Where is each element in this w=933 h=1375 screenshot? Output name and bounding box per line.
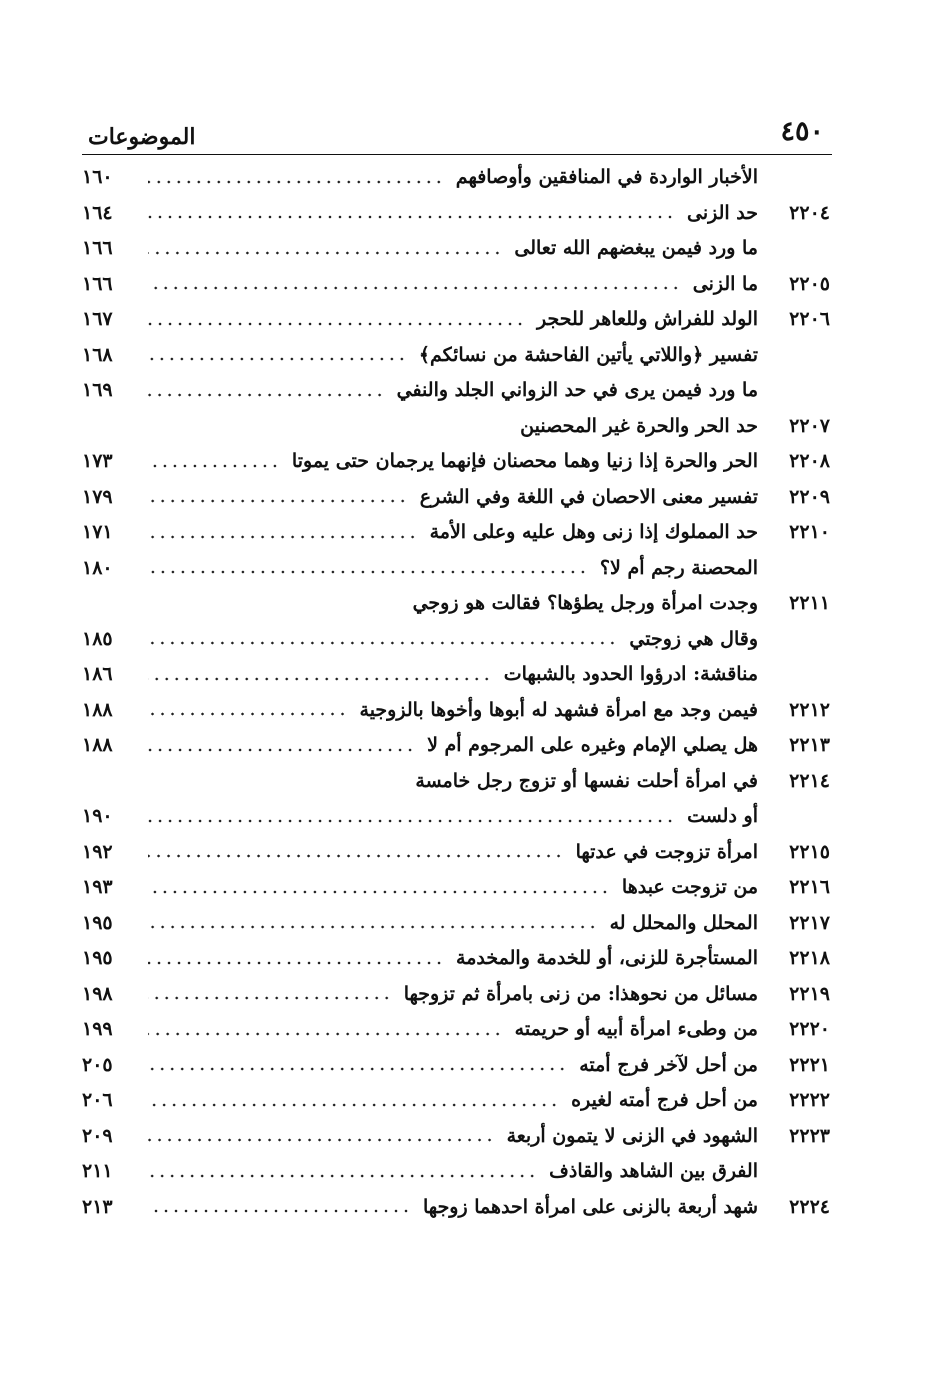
dot-leader — [148, 1138, 495, 1142]
entry-page-number: ٢٠٩ — [82, 1124, 113, 1147]
dot-leader — [148, 215, 675, 219]
entry-page-number: ١٨٥ — [82, 627, 113, 650]
entry-page-number: ١٨٨ — [82, 734, 113, 757]
dot-leader — [148, 996, 392, 1000]
entry-title: حد الحر والحرة غير المحصنين — [520, 414, 758, 437]
page-header — [82, 112, 832, 152]
toc-entry — [82, 941, 832, 977]
dot-leader — [148, 961, 444, 965]
entry-page-number: ١٨٠ — [82, 556, 113, 579]
dot-leader — [148, 890, 610, 894]
entry-page-number: ١٩٠ — [82, 805, 113, 828]
toc-entry — [82, 586, 832, 622]
entry-title: حد المملوك إذا زنى وهل عليه وعلى الأمة — [429, 521, 758, 544]
entry-page-number: ٢١١ — [82, 1160, 113, 1183]
dot-leader — [148, 1067, 567, 1071]
entry-page-number: ١٧١ — [82, 521, 113, 544]
entry-page-number: ٢٠٦ — [82, 1089, 113, 1112]
toc-entry — [82, 231, 832, 267]
entry-number: ٢٢١٣ — [789, 734, 830, 757]
entry-number: ٢٢١٤ — [789, 769, 830, 792]
entry-number: ٢٢٠٤ — [789, 201, 830, 224]
toc-entry — [82, 728, 832, 764]
entry-number: ٢٢٢٠ — [789, 1018, 830, 1041]
entry-number: ٢٢١٩ — [789, 982, 830, 1005]
dot-leader — [148, 286, 681, 290]
entry-title: مسائل من نحوهذا: من زنى بامرأة ثم تزوجها — [403, 982, 758, 1005]
toc-entry — [82, 906, 832, 942]
running-title: الموضوعات — [88, 124, 196, 150]
page-number: ٤٥٠ — [780, 116, 824, 147]
entry-page-number: ١٩٨ — [82, 982, 113, 1005]
dot-leader — [148, 1032, 503, 1036]
toc-entry — [82, 515, 832, 551]
entry-number: ٢٢٠٥ — [789, 272, 830, 295]
dot-leader — [148, 641, 617, 645]
entry-number: ٢٢٢٢ — [789, 1089, 830, 1112]
entry-title: امرأة تزوجت في عدتها — [575, 840, 758, 863]
table-of-contents — [82, 160, 832, 1225]
entry-page-number: ٢١٣ — [82, 1195, 113, 1218]
dot-leader — [148, 251, 502, 255]
entry-page-number: ١٩٥ — [82, 947, 113, 970]
entry-page-number: ١٩٥ — [82, 911, 113, 934]
dot-leader — [148, 1174, 537, 1178]
toc-entry — [82, 835, 832, 871]
toc-entry — [82, 622, 832, 658]
dot-leader — [148, 499, 408, 503]
toc-entry — [82, 338, 832, 374]
entry-number: ٢٢١٨ — [789, 947, 830, 970]
entry-number: ٢٢١٦ — [789, 876, 830, 899]
entry-number: ٢٢١٥ — [789, 840, 830, 863]
entry-page-number: ١٩٣ — [82, 876, 113, 899]
toc-entry — [82, 693, 832, 729]
entry-title: من تزوجت عبدها — [621, 876, 758, 899]
entry-number: ٢٢١٧ — [789, 911, 830, 934]
entry-title: المحصنة رجم أم لا؟ — [599, 556, 758, 579]
entry-number: ٢٢٠٩ — [789, 485, 830, 508]
dot-leader — [148, 819, 675, 823]
toc-entry — [82, 551, 832, 587]
toc-entry — [82, 1190, 832, 1226]
entry-title: وقال هي زوجتي — [629, 627, 758, 650]
entry-number: ٢٢٠٦ — [789, 308, 830, 331]
entry-page-number: ١٧٩ — [82, 485, 113, 508]
toc-entry — [82, 267, 832, 303]
entry-title: ما ورد فيمن يبغضهم الله تعالى — [514, 237, 758, 260]
entry-title: الحر والحرة إذا زنيا وهما محصنان فإنهما يرجمان حتى يموتا — [291, 450, 758, 473]
dot-leader — [148, 1103, 559, 1107]
dot-leader — [148, 854, 564, 858]
entry-title: ما ورد فيمن يرى في حد الزواني الجلد والنفي — [396, 379, 758, 402]
toc-entry — [82, 160, 832, 196]
entry-number: ٢٢١٢ — [789, 698, 830, 721]
entry-page-number: ١٦٦ — [82, 237, 113, 260]
dot-leader — [148, 535, 418, 539]
entry-number: ٢٢٠٨ — [789, 450, 830, 473]
dot-leader — [148, 925, 598, 929]
entry-title: تفسير معنى الاحصان في اللغة وفي الشرع — [419, 485, 758, 508]
toc-entry — [82, 444, 832, 480]
entry-title: مناقشة: ادرؤوا الحدود بالشبهات — [503, 663, 758, 686]
entry-page-number: ١٦٨ — [82, 343, 113, 366]
entry-title: الولد للفراش وللعاهر للحجر — [537, 308, 758, 331]
dot-leader — [148, 180, 444, 184]
dot-leader — [148, 712, 348, 716]
entry-number: ٢٢٠٧ — [789, 414, 830, 437]
entry-title: فيمن وجد مع امرأة فشهد له أبوها وأخوها بالزوجية — [359, 698, 758, 721]
entry-title: من وطىء امرأة أبيه أو حريمته — [514, 1018, 758, 1041]
dot-leader — [148, 322, 525, 326]
header-rule — [82, 154, 832, 155]
entry-title: من أحل لآخر فرج أمته — [579, 1053, 758, 1076]
entry-number: ٢٢٢٤ — [789, 1195, 830, 1218]
entry-number: ٢٢١٠ — [789, 521, 830, 544]
entry-number: ٢٢٢٣ — [789, 1124, 830, 1147]
toc-entry — [82, 1012, 832, 1048]
toc-entry — [82, 196, 832, 232]
entry-page-number: ١٧٣ — [82, 450, 113, 473]
entry-page-number: ١٨٨ — [82, 698, 113, 721]
toc-entry — [82, 870, 832, 906]
dot-leader — [148, 393, 385, 397]
entry-page-number: ١٦٤ — [82, 201, 113, 224]
dot-leader — [148, 357, 407, 361]
toc-entry — [82, 302, 832, 338]
entry-page-number: ١٦٧ — [82, 308, 113, 331]
toc-entry — [82, 799, 832, 835]
entry-number: ٢٢٢١ — [789, 1053, 830, 1076]
entry-title: أو دلست — [687, 805, 758, 828]
entry-title: هل يصلي الإمام وغيره على المرجوم أم لا — [427, 734, 758, 757]
entry-title: من أحل فرج أمته لغيره — [571, 1089, 758, 1112]
toc-entry — [82, 977, 832, 1013]
toc-entry — [82, 409, 832, 445]
dot-leader — [148, 1209, 411, 1213]
entry-page-number: ١٦٩ — [82, 379, 113, 402]
entry-title: حد الزنى — [686, 201, 758, 224]
toc-entry — [82, 1154, 832, 1190]
entry-number: ٢٢١١ — [789, 592, 830, 615]
entry-title: وجدت امرأة ورجل يطؤها؟ فقالت هو زوجي — [412, 592, 758, 615]
entry-page-number: ١٦٦ — [82, 272, 113, 295]
entry-title: المحلل والمحلل له — [609, 911, 758, 934]
entry-page-number: ١٩٢ — [82, 840, 113, 863]
entry-title: المستأجرة للزنى، أو للخدمة والمخدمة — [456, 947, 758, 970]
entry-page-number: ١٦٠ — [82, 166, 113, 189]
entry-title: الأخبار الواردة في المنافقين وأوصافهم — [455, 166, 758, 189]
dot-leader — [148, 677, 492, 681]
entry-title: الشهود في الزنى لا يتمون أربعة — [506, 1124, 758, 1147]
dot-leader — [148, 748, 415, 752]
toc-entry — [82, 764, 832, 800]
entry-title: شهد أربعة بالزنى على امرأة احدهما زوجها — [423, 1195, 758, 1218]
toc-entry — [82, 657, 832, 693]
entry-title: في امرأة أحلت نفسها أو تزوج رجل خامسة — [415, 769, 758, 792]
toc-entry — [82, 480, 832, 516]
entry-title: ما الزنى — [692, 272, 758, 295]
entry-page-number: ٢٠٥ — [82, 1053, 113, 1076]
entry-title: تفسير ﴿واللاتي يأتين الفاحشة من نسائكم﴾ — [418, 343, 758, 366]
entry-page-number: ١٩٩ — [82, 1018, 113, 1041]
toc-entry — [82, 1048, 832, 1084]
dot-leader — [148, 464, 280, 468]
dot-leader — [148, 570, 588, 574]
toc-entry — [82, 1083, 832, 1119]
entry-page-number: ١٨٦ — [82, 663, 113, 686]
entry-title: الفرق بين الشاهد والقاذف — [549, 1160, 758, 1183]
toc-entry — [82, 373, 832, 409]
toc-entry — [82, 1119, 832, 1155]
